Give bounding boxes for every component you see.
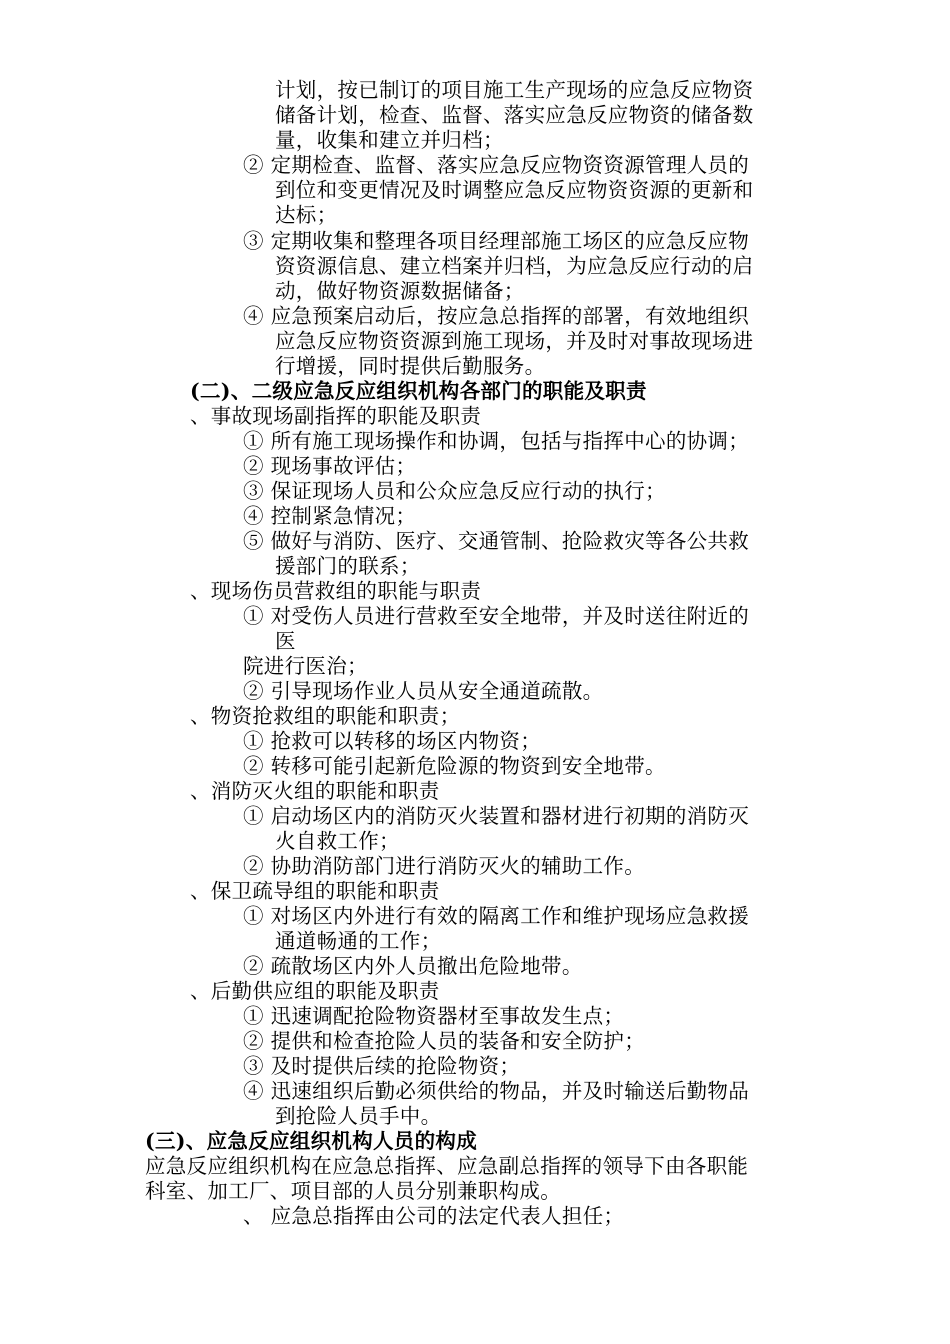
list-item: ③ 保证现场人员和公众应急反应行动的执行； (243, 479, 666, 503)
section-heading: (三)、应急反应组织机构人员的构成 (145, 1129, 477, 1153)
list-item: ② 引导现场作业人员从安全通道疏散。 (243, 679, 604, 703)
list-item: ① 启动场区内的消防灭火装置和器材进行初期的消防灭 (243, 804, 750, 828)
text-line: 储备计划，检查、监督、落实应急反应物资的储备数 (275, 103, 754, 127)
list-item: ④ 控制紧急情况； (243, 504, 417, 528)
section-heading: (二)、二级应急反应组织机构各部门的职能及职责 (190, 379, 647, 403)
list-item: ② 疏散场区内外人员撤出危险地带。 (243, 954, 583, 978)
list-item: ② 转移可能引起新危险源的物资到安全地带。 (243, 754, 666, 778)
list-item: ① 对场区内外进行有效的隔离工作和维护现场应急救援 (243, 904, 750, 928)
list-item: ⑤ 做好与消防、医疗、交通管制、抢险救灾等各公共救 (243, 529, 750, 553)
text-line: 到位和变更情况及时调整应急反应物资资源的更新和 (275, 178, 754, 202)
subsection-heading: 、保卫疏导组的职能和职责 (190, 879, 440, 903)
text-line: 达标； (275, 203, 338, 227)
text-line: 到抢险人员手中。 (275, 1104, 442, 1128)
text-line: 火自救工作； (275, 829, 400, 853)
text-line: 动，做好物资源数据储备； (275, 279, 525, 303)
list-item: ① 对受伤人员进行营救至安全地带，并及时送往附近的 (243, 604, 750, 628)
text-line: 行增援，同时提供后勤服务。 (275, 354, 546, 378)
list-item: ④ 迅速组织后勤必须供给的物品，并及时输送后勤物品 (243, 1079, 750, 1103)
text-line: 资资源信息、建立档案并归档，为应急反应行动的启 (275, 254, 754, 278)
list-item: 、 应急总指挥由公司的法定代表人担任； (243, 1204, 625, 1228)
paragraph-line: 应急反应组织机构在应急总指挥、应急副总指挥的领导下由各职能 (145, 1154, 749, 1178)
subsection-heading: 、事故现场副指挥的职能及职责 (190, 404, 482, 428)
list-item: ② 提供和检查抢险人员的装备和安全防护； (243, 1029, 646, 1053)
list-item: ① 抢救可以转移的场区内物资； (243, 729, 542, 753)
text-line: 援部门的联系； (275, 554, 421, 578)
list-item: ③ 定期收集和整理各项目经理部施工场区的应急反应物 (243, 229, 750, 253)
text-line: 医 (275, 629, 296, 653)
list-item: ④ 应急预案启动后，按应急总指挥的部署，有效地组织 (243, 304, 750, 328)
subsection-heading: 、消防灭火组的职能和职责 (190, 779, 440, 803)
list-item: ② 定期检查、监督、落实应急反应物资资源管理人员的 (243, 153, 750, 177)
subsection-heading: 、现场伤员营救组的职能与职责 (190, 579, 482, 603)
text-line: 量，收集和建立并归档； (275, 128, 504, 152)
list-item: ② 现场事故评估； (243, 454, 417, 478)
list-item: ③ 及时提供后续的抢险物资； (243, 1054, 521, 1078)
text-line: 院进行医治； (243, 654, 368, 678)
list-item: ① 迅速调配抢险物资器材至事故发生点； (243, 1004, 625, 1028)
paragraph-line: 科室、加工厂、项目部的人员分别兼职构成。 (145, 1179, 561, 1203)
list-item: ① 所有施工现场操作和协调，包括与指挥中心的协调； (243, 429, 750, 453)
text-line: 计划，按已制订的项目施工生产现场的应急反应物资 (275, 78, 754, 102)
list-item: ② 协助消防部门进行消防灭火的辅助工作。 (243, 854, 646, 878)
text-line: 应急反应物资资源到施工现场，并及时对事故现场进 (275, 329, 754, 353)
text-line: 通道畅通的工作； (275, 929, 442, 953)
subsection-heading: 、后勤供应组的职能及职责 (190, 979, 440, 1003)
subsection-heading: 、物资抢救组的职能和职责； (190, 704, 461, 728)
